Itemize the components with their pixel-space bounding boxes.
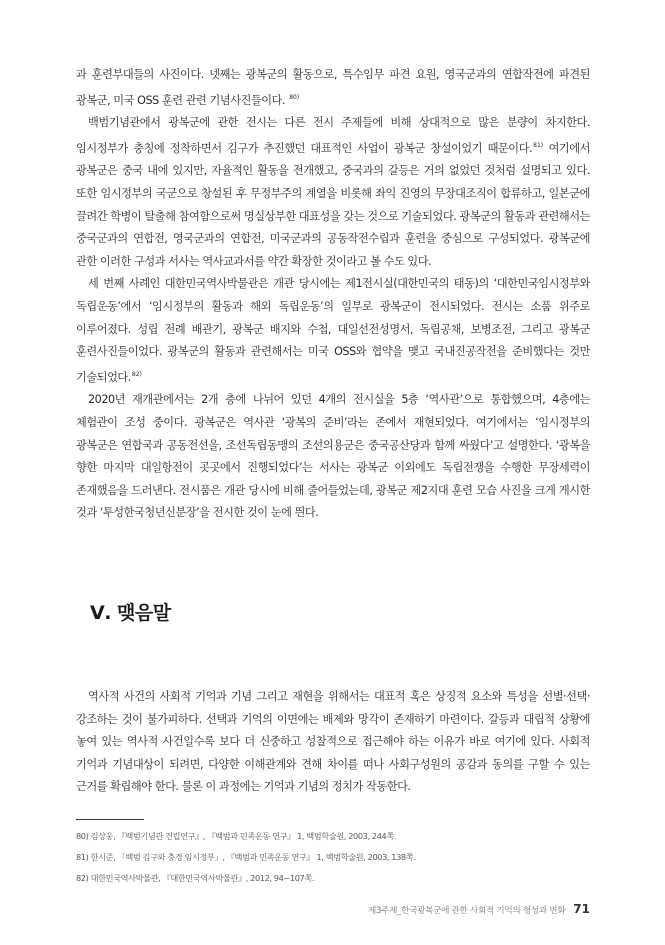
footnotes <box>76 826 596 889</box>
paragraph-text: 2020년 재개관에서는 2개 층에 나뉘어 있던 4개의 전시실을 5층 ‘역사관’으로 통합했으며, 4층에는 체험관이 조성 중이다. 광복군은 역사관 ‘광복의 준비’라는 존에서 재현되었다. 여기에서는 ‘임시정부의 광복군은 연합국과 공동전선을, 조선독립동맹의 조선의용군은 중국공산당과 함께 싸웠다’고 설명한다. ‘광복을 향한 마지막 대일항전이 곳곳에서 진행되었다’는 서사는 광복군 이외에도 독립전쟁을 수행한 무장세력이 존재했음을 드러낸다. 전시품은 개관 당시에 비해 줄어들었는데, 광복군 제2지대 훈련 모습 사진을 크게 게시한 것과 ‘투성한국청년신분장’을 전시한 것이 눈에 띈다. <box>76 393 590 520</box>
paragraph-text: 백범기념관에서 광복군에 관한 전시는 다른 전시 주제들에 비해 상대적으로 많은 분량이 차지한다. 임시정부가 충칭에 정착하면서 김구가 추진했던 대표적인 사업이 광복군 창설이었기 때문이다. <box>76 116 590 155</box>
footnote-81: 81) 한시준, 「백범 김구와 충경 임시정부」, 『백범과 민족운동 연구』 1, 백범학술원, 2003, 138쪽. <box>76 852 416 862</box>
footnote-marker[interactable]: 81) <box>533 141 544 149</box>
body-paragraph <box>76 64 590 112</box>
section-title: Ⅴ. 맺음말 <box>90 602 171 624</box>
footnote-82: 82) 대한민국역사박물관, 『대한민국역사박물관』, 2012, 94~107쪽. <box>76 873 315 883</box>
footnote-divider <box>76 819 144 820</box>
conclusion-section <box>76 686 590 799</box>
body-paragraph <box>76 273 590 389</box>
page-footer <box>330 898 590 917</box>
footnote-marker[interactable]: 80) <box>289 93 300 101</box>
running-title: 제3주제_한국광복군에 관한 사회적 기억의 형성과 변화 <box>367 906 566 916</box>
body-paragraph <box>76 112 590 273</box>
conclusion-paragraph <box>76 686 590 799</box>
paragraph-text: 세 번째 사례인 대한민국역사박물관은 개관 당시에는 제1전시실(대한민국의 태동)의 ‘대한민국임시정부와 독립운동’에서 ‘임시정부의 활동과 해외 독립운동’의 일부로 광복군이 전시되었다. 전시는 소품 위주로 이루어졌다. 성립 전례 배관기, 광복군 배지와 수첩, 대일선전성명서, 독립공채, 보병조전, 그리고 광복군 훈련사진들이었다. 광복군의 활동과 관련해서는 미국 OSS와 협약을 맺고 국내진공작전을 준비했다는 것만 기술되었다. <box>76 277 590 384</box>
paragraph-text: 과 훈련부대들의 사진이다. 넷째는 광복군의 활동으로, 특수임무 파견 요원, 영국군과의 연합작전에 파견된 광복군, 미국 OSS 훈련 관련 기념사진들이다. <box>76 68 590 107</box>
body-text <box>76 64 590 525</box>
paragraph-text: 여기에서 광복군은 중국 내에 있지만, 자율적인 활동을 전개했고, 중국과의 갈등은 거의 없었던 것처럼 설명되고 있다. 또한 임시정부의 국군으로 창설된 후 무정부주의 계열을 비롯해 좌익 진영의 무장대조직이 합류하고, 일본군에 끌려간 학병이 탈출해 참여함으로써 명실상부한 대표성을 갖는 것으로 기술되었다. 광복군의 활동과 관련해서는 중국군과의 연합전, 영국군과의 연합전, 미국군과의 공동작전수립과 훈련을 중심으로 구성되었다. 광복군에 관한 이러한 구성과 서사는 역사교과서를 약간 확장한 것이라고 볼 수도 있다. <box>76 141 590 268</box>
footnote-80: 80) 김상웅, 『백범기념관 건립연구』, 『백범과 민족운동 연구』 1, 백범학술원, 2003, 244쪽. <box>76 831 397 841</box>
conclusion-text: 역사적 사건의 사회적 기억과 기념 그리고 재현을 위해서는 대표적 혹은 상징적 요소와 특성을 선별·선택·강조하는 것이 불가피하다. 선택과 기억의 이면에는 배제와 망각이 존재하기 마련이다. 갈등과 대립적 상황에 놓여 있는 역사적 사건일수록 보다 더 신중하고 성찰적으로 접근해야 하는 이유가 바로 여기에 있다. 사회적 기억과 기념대상이 되려면, 다양한 이해관계와 견해 차이를 떠나 사회구성원의 공감과 동의를 구할 수 있는 근거를 확립해야 한다. 물론 이 과정에는 기억과 기념의 정치가 작동한다. <box>76 690 590 794</box>
footnote-marker[interactable]: 82) <box>131 370 142 378</box>
page-number: 71 <box>573 902 590 916</box>
body-paragraph <box>76 389 590 525</box>
